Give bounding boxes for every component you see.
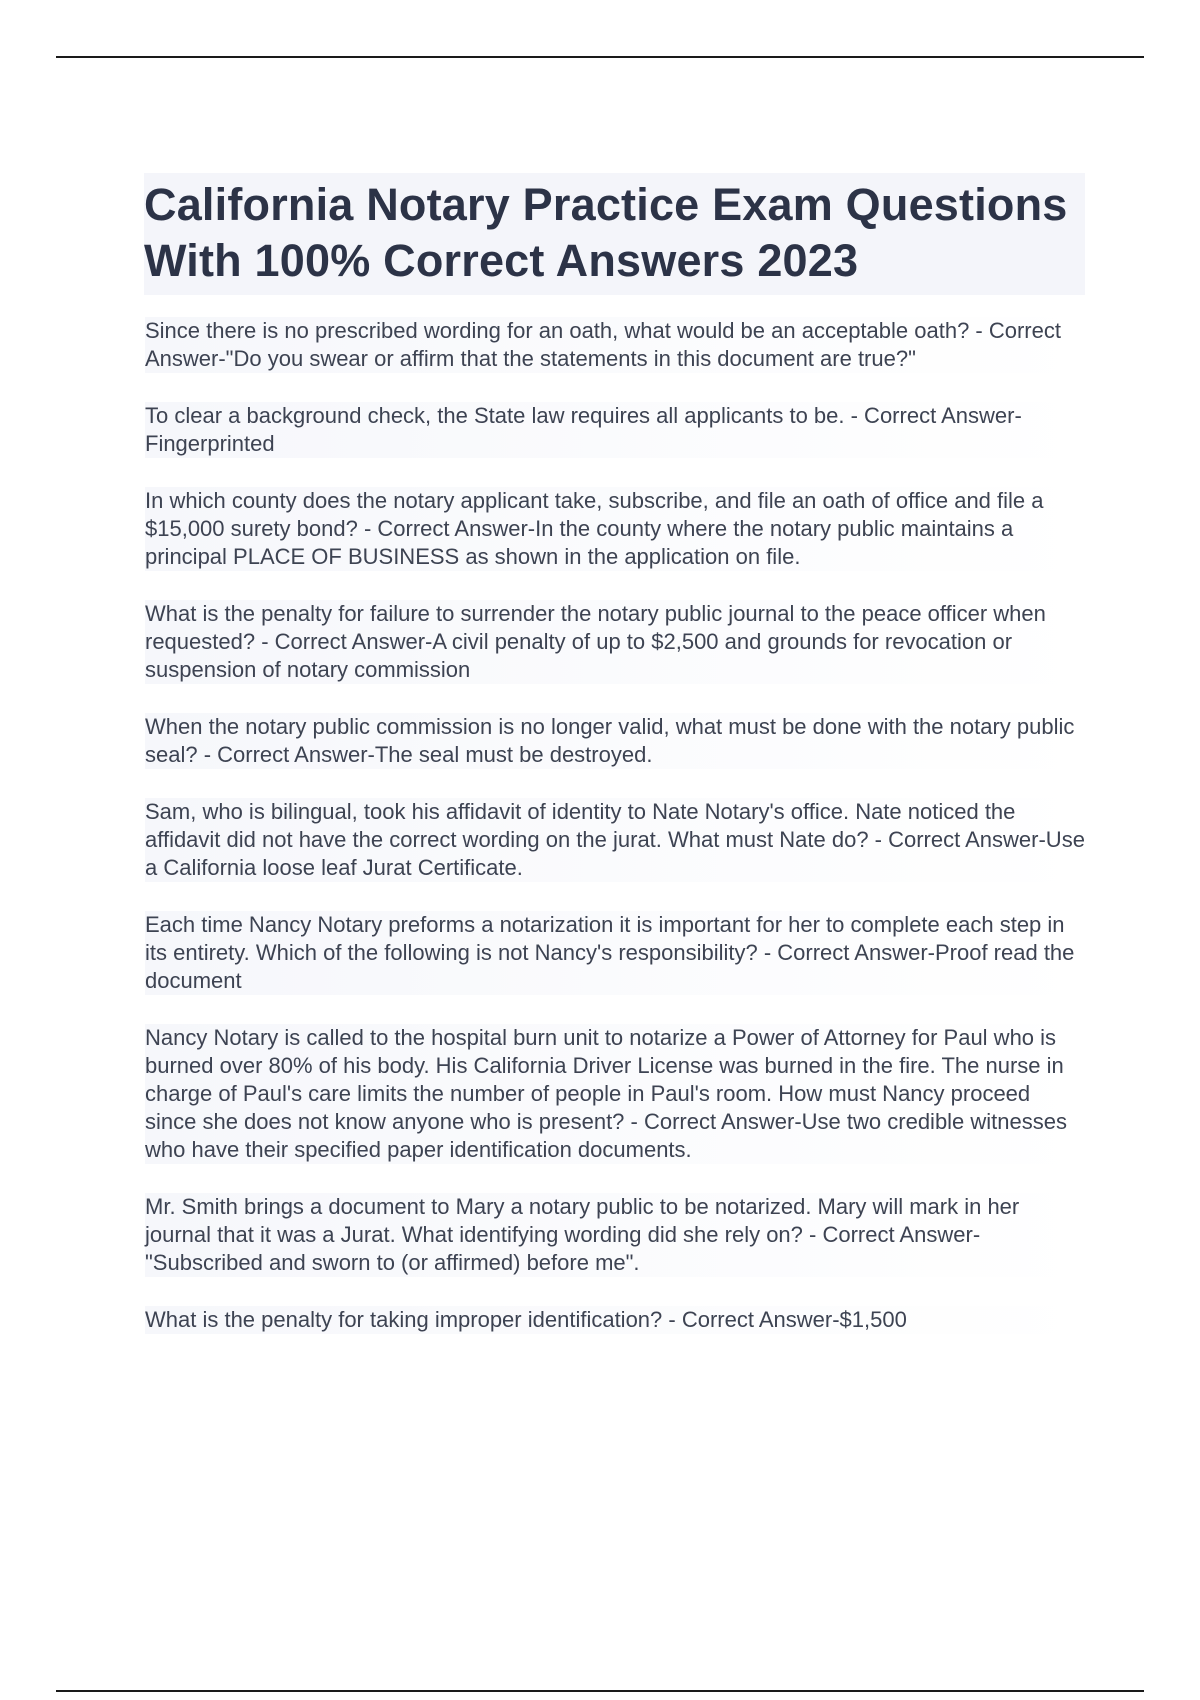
footer-rule — [56, 1690, 1144, 1692]
qa-item-3: In which county does the notary applicant take, subscribe, and file an oath of office and file a $15,000 surety bond? - Correct Answer-In the county where the notary public maintains a principal PLACE OF BUSINESS as shown in the application on file. — [145, 487, 1085, 571]
qa-item-10: What is the penalty for taking improper identification? - Correct Answer-$1,500 — [145, 1306, 1085, 1334]
qa-item-7: Each time Nancy Notary preforms a notarization it is important for her to complete each step in its entirety. Which of the following is not Nancy's responsibility? - Correct Answer-Proof read the document — [145, 911, 1085, 995]
qa-list — [145, 317, 1085, 1334]
title-block — [144, 173, 1085, 295]
page-content — [145, 173, 1085, 1363]
qa-item-8: Nancy Notary is called to the hospital burn unit to notarize a Power of Attorney for Paul who is burned over 80% of his body. His California Driver License was burned in the fire. The nurse in charge of Paul's care limits the number of people in Paul's room. How must Nancy proceed since she does not know anyone who is present? - Correct Answer-Use two credible witnesses who have their specified paper identification documents. — [145, 1024, 1085, 1164]
qa-item-4: What is the penalty for failure to surrender the notary public journal to the peace officer when requested? - Correct Answer-A civil penalty of up to $2,500 and grounds for revocation or suspension of notary commission — [145, 600, 1085, 684]
qa-item-5: When the notary public commission is no longer valid, what must be done with the notary public seal? - Correct Answer-The seal must be destroyed. — [145, 713, 1085, 769]
header-rule — [56, 56, 1144, 58]
qa-item-1: Since there is no prescribed wording for an oath, what would be an acceptable oath? - Correct Answer-"Do you swear or affirm that the statements in this document are true?" — [145, 317, 1085, 373]
qa-item-2: To clear a background check, the State law requires all applicants to be. - Correct Answer-Fingerprinted — [145, 402, 1085, 458]
qa-item-9: Mr. Smith brings a document to Mary a notary public to be notarized. Mary will mark in her journal that it was a Jurat. What identifying wording did she rely on? - Correct Answer-"Subscribed and sworn to (or affirmed) before me". — [145, 1193, 1085, 1277]
qa-item-6: Sam, who is bilingual, took his affidavit of identity to Nate Notary's office. Nate noticed the affidavit did not have the correct wording on the jurat. What must Nate do? - Correct Answer-Use a California loose leaf Jurat Certificate. — [145, 799, 1085, 880]
page-title: California Notary Practice Exam Questions With 100% Correct Answers 2023 — [144, 179, 1068, 286]
